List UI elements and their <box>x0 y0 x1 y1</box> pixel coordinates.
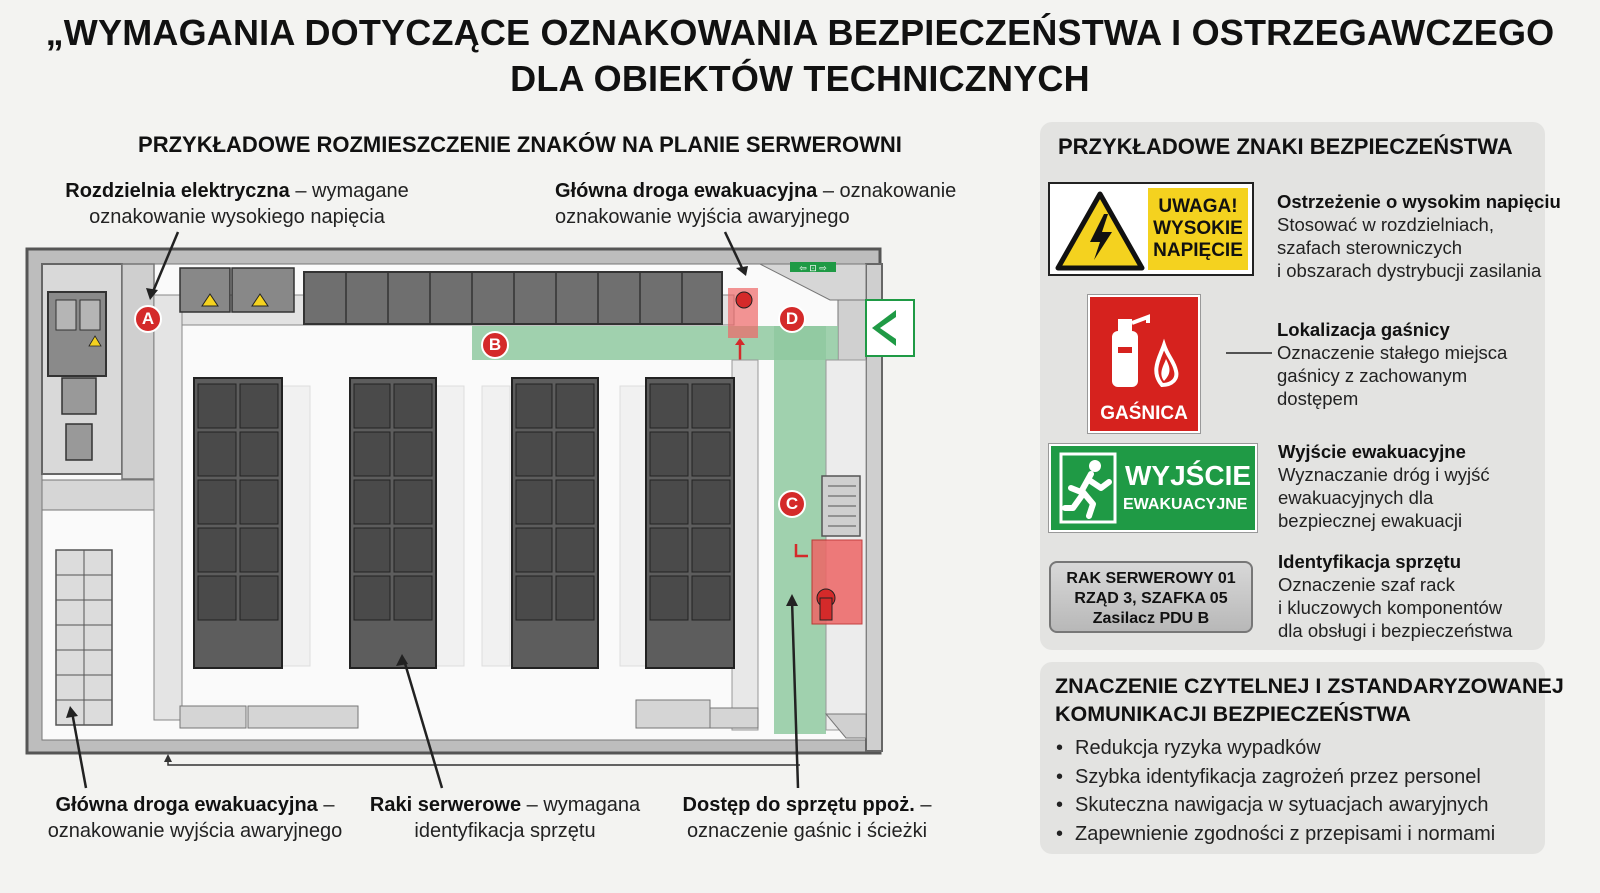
bench-1 <box>180 706 246 728</box>
running-man-icon <box>1053 448 1123 528</box>
sign-desc-high-voltage <box>1277 190 1561 282</box>
high-voltage-text <box>1148 188 1248 270</box>
exit-sign-small-text: ⇦ ⊡ ⇨ <box>799 263 827 273</box>
id-plate-line-2: RZĄD 3, SZAFKA 05 <box>1074 590 1228 607</box>
bench-2 <box>248 706 358 728</box>
list-item: • Skuteczna nawigacja w sytuacjach awaryjnych <box>1056 791 1495 820</box>
high-voltage-sign <box>1048 182 1254 276</box>
marker-c[interactable]: C <box>778 490 806 518</box>
sign-desc-heading: Ostrzeżenie o wysokim napięciu <box>1277 191 1561 212</box>
title-line-2: DLA OBIEKTÓW TECHNICZNYCH <box>510 58 1090 99</box>
sign-desc-heading: Lokalizacja gaśnicy <box>1277 319 1450 340</box>
callout-evac-bottom-rest: – <box>317 794 335 816</box>
callout-evac-bottom-bold: Główna droga ewakuacyjna <box>55 794 318 816</box>
marker-d[interactable]: D <box>778 305 806 333</box>
sign-desc-line: ewakuacyjnych dla <box>1278 487 1434 508</box>
corridor-wall-left <box>42 480 154 510</box>
callout-fire-rest: – <box>914 794 932 816</box>
title-line-1: „WYMAGANIA DOTYCZĄCE OZNAKOWANIA BEZPIECZEŃSTWA I OSTRZEGAWCZEGO <box>45 12 1555 53</box>
bench-3 <box>636 700 710 728</box>
sign-desc-exit <box>1278 440 1490 532</box>
inner-wall-left <box>154 295 182 720</box>
hv-line-3: NAPIĘCIE <box>1153 240 1243 261</box>
rack-block-4 <box>646 378 734 668</box>
meaning-bullet-list <box>1056 734 1495 848</box>
id-plate-line-1: RAK SERWEROWY 01 <box>1066 570 1236 587</box>
callout-racks-rest: – wymagana <box>521 794 641 816</box>
sign-desc-extinguisher <box>1277 318 1507 410</box>
callout-evac-bottom-line2: oznakowanie wyjścia awaryjnego <box>47 820 343 842</box>
box-2 <box>66 424 92 460</box>
fire-extinguisher-sign <box>1088 295 1200 433</box>
sign-desc-line: i kluczowych komponentów <box>1278 597 1503 618</box>
meaning-panel-heading <box>1055 672 1564 728</box>
meaning-heading-line-1: ZNACZENIE CZYTELNEJ I ZSTANDARYZOWANEJ <box>1055 674 1564 698</box>
callout-fire-bold: Dostęp do sprzętu ppoż. <box>682 794 915 816</box>
callout-racks-bold: Raki serwerowe <box>369 794 522 816</box>
callout-racks-line2: identyfikacja sprzętu <box>414 820 596 842</box>
sign-desc-line: gaśnicy z zachowanym <box>1277 365 1468 386</box>
box-1 <box>62 378 96 414</box>
sign-desc-line: szafach sterowniczych <box>1277 237 1463 258</box>
callout-fire-line2: oznaczenie gaśnic i ścieżki <box>686 820 928 842</box>
fire-extinguisher-icon <box>1090 301 1198 401</box>
sign-desc-heading: Identyfikacja sprzętu <box>1278 551 1462 572</box>
marker-b[interactable]: B <box>481 331 509 359</box>
evac-path-vertical <box>774 326 826 734</box>
bench-4 <box>710 708 758 728</box>
callout-electrical-line2: oznakowanie wysokiego napięcia <box>89 206 385 228</box>
extinguisher-icon <box>736 292 752 308</box>
exit-sign-line-2: EWAKUACYJNE <box>1123 496 1248 513</box>
callout-evac-bottom <box>30 792 360 844</box>
equipment-id-plate <box>1049 561 1253 633</box>
sign-desc-line: dostępem <box>1277 388 1359 409</box>
list-item: • Zapewnienie zgodności z przepisami i normami <box>1056 820 1495 849</box>
electrical-panel-inner <box>56 300 76 330</box>
callout-evac-top-bold: Główna droga ewakuacyjna <box>555 180 818 202</box>
callout-evac-top-line2: oznakowanie wyjścia awaryjnego <box>555 206 850 228</box>
right-column-wall <box>732 360 758 730</box>
exit-sign-line-1: WYJŚCIE <box>1125 460 1252 491</box>
marker-a[interactable]: A <box>134 305 162 333</box>
callout-electrical-rest: – wymagane <box>289 180 409 202</box>
sign-desc-line: Wyznaczanie dróg i wyjść <box>1278 464 1490 485</box>
list-item: • Redukcja ryzyka wypadków <box>1056 734 1495 763</box>
emergency-exit-sign <box>1049 444 1257 532</box>
callout-electrical-bold: Rozdzielnia elektryczna <box>65 180 290 202</box>
id-plate-line-3: Zasilacz PDU B <box>1092 610 1210 627</box>
sign-desc-line: Oznaczenie szaf rack <box>1278 574 1455 595</box>
signs-panel-heading: PRZYKŁADOWE ZNAKI BEZPIECZEŃSTWA <box>1058 134 1513 159</box>
meaning-heading-line-2: KOMUNIKACJI BEZPIECZEŃSTWA <box>1055 702 1411 726</box>
callout-fire <box>672 792 942 844</box>
callout-evac-top-rest: – oznakowanie <box>817 180 957 202</box>
hv-line-2: WYSOKIE <box>1153 218 1243 239</box>
rack-block-2 <box>350 378 436 668</box>
list-item: • Szybka identyfikacja zagrożeń przez personel <box>1056 763 1495 792</box>
electrical-panel-inner-2 <box>80 300 100 330</box>
callout-racks <box>360 792 650 844</box>
high-voltage-icon <box>1052 186 1148 276</box>
hv-line-1: UWAGA! <box>1158 196 1238 217</box>
right-inner-wall <box>838 300 866 360</box>
plan-title: PRZYKŁADOWE ROZMIESZCZENIE ZNAKÓW NA PLANIE SERWEROWNI <box>138 132 902 157</box>
sign-desc-id <box>1278 550 1512 642</box>
rack-block-3 <box>512 378 598 668</box>
rack-block-1 <box>194 378 282 668</box>
connector-line <box>1226 351 1276 355</box>
sign-desc-line: dla obsługi i bezpieczeństwa <box>1278 620 1513 641</box>
sign-desc-line: bezpiecznej ewakuacji <box>1278 510 1463 531</box>
sign-desc-line: Oznaczenie stałego miejsca <box>1277 342 1508 363</box>
sign-desc-line: Stosować w rozdzielniach, <box>1277 214 1494 235</box>
sign-desc-heading: Wyjście ewakuacyjne <box>1278 441 1466 462</box>
fire-sign-label: GAŚNICA <box>1100 403 1188 424</box>
sign-desc-line: i obszarach dystrybucji zasilania <box>1277 260 1542 281</box>
top-rack-row <box>304 272 722 324</box>
